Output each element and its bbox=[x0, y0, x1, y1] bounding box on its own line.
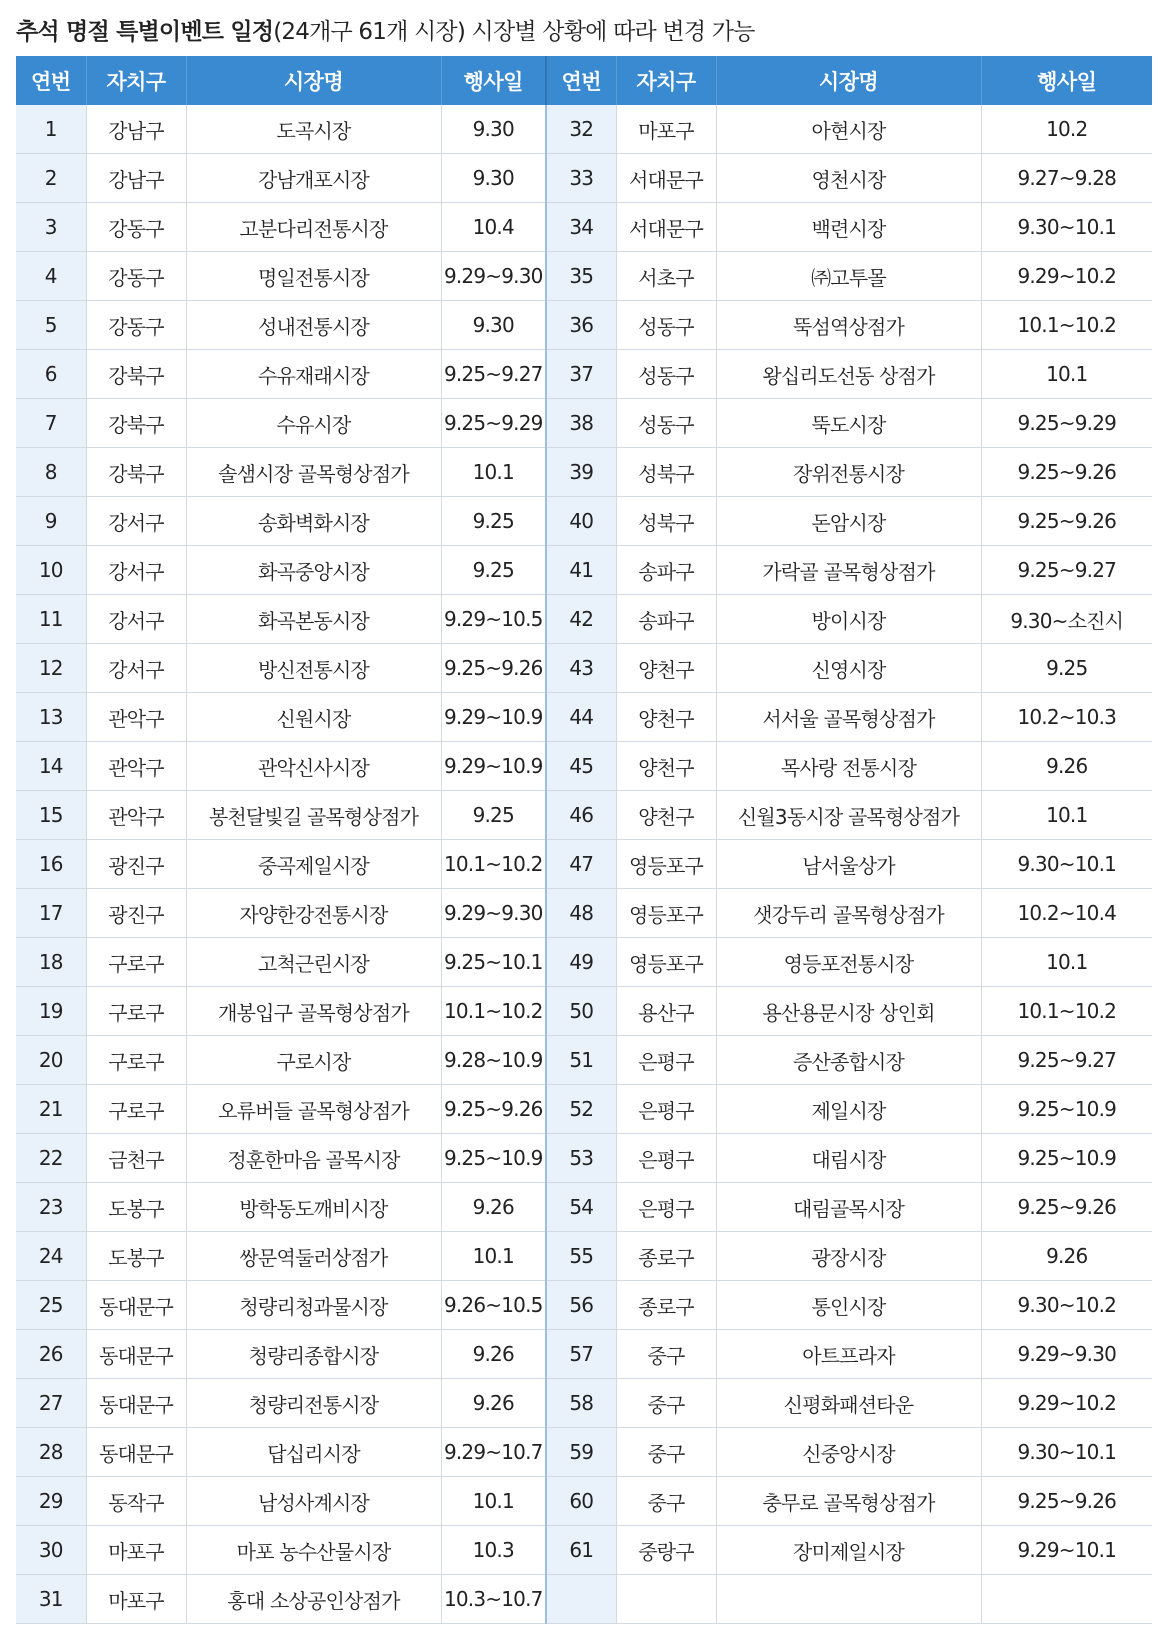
cell-right-market-name: 영등포전통시장 bbox=[716, 938, 981, 987]
table-row bbox=[16, 889, 1152, 938]
cell-right-event-date: 9.25 bbox=[981, 644, 1152, 693]
table-row bbox=[16, 105, 1152, 154]
cell-right-event-date: 10.2 bbox=[981, 105, 1152, 154]
cell-right-market-name: 통인시장 bbox=[716, 1281, 981, 1330]
table-row bbox=[16, 1526, 1152, 1575]
cell-right-no: 37 bbox=[546, 350, 616, 399]
cell-right-district: 성동구 bbox=[616, 350, 716, 399]
cell-left-district: 관악구 bbox=[86, 742, 186, 791]
cell-right-event-date: 9.25~9.29 bbox=[981, 399, 1152, 448]
cell-right-district bbox=[616, 1575, 716, 1624]
table-row bbox=[16, 301, 1152, 350]
cell-right-no: 52 bbox=[546, 1085, 616, 1134]
cell-left-event-date: 10.3 bbox=[441, 1526, 546, 1575]
cell-left-district: 강서구 bbox=[86, 595, 186, 644]
cell-right-district: 양천구 bbox=[616, 791, 716, 840]
cell-right-event-date: 9.25~9.27 bbox=[981, 546, 1152, 595]
cell-left-event-date: 10.1 bbox=[441, 1477, 546, 1526]
cell-left-market-name: 신원시장 bbox=[186, 693, 441, 742]
cell-left-event-date: 10.3~10.7 bbox=[441, 1575, 546, 1624]
cell-right-market-name: 장미제일시장 bbox=[716, 1526, 981, 1575]
cell-left-event-date: 9.26 bbox=[441, 1379, 546, 1428]
cell-right-no: 47 bbox=[546, 840, 616, 889]
cell-right-district: 서대문구 bbox=[616, 154, 716, 203]
cell-right-no: 46 bbox=[546, 791, 616, 840]
title-main: 추석 명절 특별이벤트 일정 bbox=[16, 19, 274, 45]
cell-left-no: 18 bbox=[16, 938, 86, 987]
cell-left-market-name: 오류버들 골목형상점가 bbox=[186, 1085, 441, 1134]
header-left-market-name: 시장명 bbox=[186, 56, 441, 105]
cell-right-event-date: 9.29~10.1 bbox=[981, 1526, 1152, 1575]
cell-right-event-date: 9.30~10.1 bbox=[981, 203, 1152, 252]
cell-left-district: 구로구 bbox=[86, 1085, 186, 1134]
cell-right-district: 영등포구 bbox=[616, 889, 716, 938]
cell-right-no: 59 bbox=[546, 1428, 616, 1477]
cell-right-event-date: 10.2~10.4 bbox=[981, 889, 1152, 938]
cell-left-event-date: 9.25 bbox=[441, 546, 546, 595]
cell-left-no: 17 bbox=[16, 889, 86, 938]
cell-left-no: 16 bbox=[16, 840, 86, 889]
cell-left-event-date: 9.30 bbox=[441, 105, 546, 154]
cell-left-market-name: 수유재래시장 bbox=[186, 350, 441, 399]
cell-right-market-name: 광장시장 bbox=[716, 1232, 981, 1281]
cell-left-market-name: 홍대 소상공인상점가 bbox=[186, 1575, 441, 1624]
cell-left-district: 강서구 bbox=[86, 497, 186, 546]
cell-right-district: 은평구 bbox=[616, 1183, 716, 1232]
cell-right-event-date: 9.25~10.9 bbox=[981, 1085, 1152, 1134]
cell-right-no: 51 bbox=[546, 1036, 616, 1085]
cell-left-market-name: 도곡시장 bbox=[186, 105, 441, 154]
cell-right-event-date: 10.1 bbox=[981, 791, 1152, 840]
header-right-event-date: 행사일 bbox=[981, 56, 1152, 105]
cell-left-market-name: 쌍문역둘러상점가 bbox=[186, 1232, 441, 1281]
cell-right-event-date: 9.25~9.27 bbox=[981, 1036, 1152, 1085]
cell-right-event-date: 10.1~10.2 bbox=[981, 987, 1152, 1036]
cell-left-no: 12 bbox=[16, 644, 86, 693]
cell-left-district: 동대문구 bbox=[86, 1379, 186, 1428]
cell-left-market-name: 중곡제일시장 bbox=[186, 840, 441, 889]
cell-right-market-name: 증산종합시장 bbox=[716, 1036, 981, 1085]
cell-left-district: 강남구 bbox=[86, 105, 186, 154]
cell-left-district: 광진구 bbox=[86, 889, 186, 938]
cell-left-district: 동작구 bbox=[86, 1477, 186, 1526]
cell-left-market-name: 구로시장 bbox=[186, 1036, 441, 1085]
cell-right-market-name: 장위전통시장 bbox=[716, 448, 981, 497]
table-row bbox=[16, 1281, 1152, 1330]
cell-left-district: 구로구 bbox=[86, 987, 186, 1036]
table-body bbox=[16, 105, 1152, 1624]
cell-left-district: 동대문구 bbox=[86, 1281, 186, 1330]
cell-left-market-name: 청량리종합시장 bbox=[186, 1330, 441, 1379]
table-row bbox=[16, 448, 1152, 497]
cell-right-market-name: 목사랑 전통시장 bbox=[716, 742, 981, 791]
cell-right-district: 마포구 bbox=[616, 105, 716, 154]
cell-right-event-date: 9.26 bbox=[981, 1232, 1152, 1281]
header-left-district: 자치구 bbox=[86, 56, 186, 105]
cell-left-district: 마포구 bbox=[86, 1526, 186, 1575]
header-right-district: 자치구 bbox=[616, 56, 716, 105]
page-title bbox=[16, 12, 755, 52]
cell-right-district: 송파구 bbox=[616, 595, 716, 644]
table-row bbox=[16, 1477, 1152, 1526]
cell-right-no: 41 bbox=[546, 546, 616, 595]
cell-right-district: 영등포구 bbox=[616, 938, 716, 987]
cell-left-no: 2 bbox=[16, 154, 86, 203]
cell-left-market-name: 답십리시장 bbox=[186, 1428, 441, 1477]
cell-right-market-name: 아현시장 bbox=[716, 105, 981, 154]
cell-left-market-name: 고분다리전통시장 bbox=[186, 203, 441, 252]
cell-right-district: 양천구 bbox=[616, 742, 716, 791]
cell-right-market-name: 아트프라자 bbox=[716, 1330, 981, 1379]
cell-right-market-name: 가락골 골목형상점가 bbox=[716, 546, 981, 595]
table-row bbox=[16, 1428, 1152, 1477]
table-row bbox=[16, 203, 1152, 252]
cell-left-no: 23 bbox=[16, 1183, 86, 1232]
cell-left-event-date: 9.29~10.9 bbox=[441, 742, 546, 791]
cell-left-market-name: 남성사계시장 bbox=[186, 1477, 441, 1526]
cell-right-event-date: 9.27~9.28 bbox=[981, 154, 1152, 203]
cell-right-market-name: ㈜고투몰 bbox=[716, 252, 981, 301]
cell-left-event-date: 9.25~9.27 bbox=[441, 350, 546, 399]
cell-right-event-date: 9.25~9.26 bbox=[981, 448, 1152, 497]
cell-left-market-name: 고척근린시장 bbox=[186, 938, 441, 987]
cell-left-no: 26 bbox=[16, 1330, 86, 1379]
cell-left-event-date: 9.28~10.9 bbox=[441, 1036, 546, 1085]
cell-right-no: 45 bbox=[546, 742, 616, 791]
cell-left-event-date: 9.25~10.9 bbox=[441, 1134, 546, 1183]
cell-right-market-name: 남서울상가 bbox=[716, 840, 981, 889]
cell-right-market-name: 대림시장 bbox=[716, 1134, 981, 1183]
cell-left-market-name: 화곡중앙시장 bbox=[186, 546, 441, 595]
cell-right-district: 은평구 bbox=[616, 1085, 716, 1134]
cell-left-market-name: 방신전통시장 bbox=[186, 644, 441, 693]
cell-left-event-date: 9.30 bbox=[441, 154, 546, 203]
cell-left-event-date: 9.29~9.30 bbox=[441, 252, 546, 301]
cell-right-no: 61 bbox=[546, 1526, 616, 1575]
cell-left-event-date: 9.30 bbox=[441, 301, 546, 350]
cell-right-no: 53 bbox=[546, 1134, 616, 1183]
cell-left-district: 동대문구 bbox=[86, 1428, 186, 1477]
cell-left-district: 동대문구 bbox=[86, 1330, 186, 1379]
table-row bbox=[16, 1575, 1152, 1624]
cell-right-market-name: 신중앙시장 bbox=[716, 1428, 981, 1477]
cell-right-no: 50 bbox=[546, 987, 616, 1036]
cell-right-district: 은평구 bbox=[616, 1134, 716, 1183]
cell-right-event-date: 9.30~10.1 bbox=[981, 1428, 1152, 1477]
cell-left-no: 19 bbox=[16, 987, 86, 1036]
cell-left-event-date: 9.26 bbox=[441, 1330, 546, 1379]
cell-right-event-date: 9.25~9.26 bbox=[981, 1183, 1152, 1232]
cell-right-no: 43 bbox=[546, 644, 616, 693]
table-row bbox=[16, 693, 1152, 742]
cell-left-no: 21 bbox=[16, 1085, 86, 1134]
table-row bbox=[16, 987, 1152, 1036]
cell-right-no: 35 bbox=[546, 252, 616, 301]
cell-left-district: 관악구 bbox=[86, 791, 186, 840]
cell-left-market-name: 마포 농수산물시장 bbox=[186, 1526, 441, 1575]
cell-left-event-date: 9.25 bbox=[441, 497, 546, 546]
cell-right-district: 종로구 bbox=[616, 1232, 716, 1281]
cell-left-no: 25 bbox=[16, 1281, 86, 1330]
cell-left-event-date: 9.25 bbox=[441, 791, 546, 840]
cell-right-market-name: 뚝섬역상점가 bbox=[716, 301, 981, 350]
cell-right-no bbox=[546, 1575, 616, 1624]
cell-left-market-name: 봉천달빛길 골목형상점가 bbox=[186, 791, 441, 840]
cell-right-no: 56 bbox=[546, 1281, 616, 1330]
cell-right-district: 중구 bbox=[616, 1330, 716, 1379]
cell-right-no: 48 bbox=[546, 889, 616, 938]
cell-left-district: 강서구 bbox=[86, 546, 186, 595]
cell-right-event-date: 9.29~9.30 bbox=[981, 1330, 1152, 1379]
cell-right-no: 57 bbox=[546, 1330, 616, 1379]
cell-right-event-date: 10.1 bbox=[981, 350, 1152, 399]
table-row bbox=[16, 1134, 1152, 1183]
cell-left-district: 광진구 bbox=[86, 840, 186, 889]
cell-right-district: 중랑구 bbox=[616, 1526, 716, 1575]
cell-left-no: 20 bbox=[16, 1036, 86, 1085]
table-row bbox=[16, 350, 1152, 399]
cell-left-market-name: 자양한강전통시장 bbox=[186, 889, 441, 938]
cell-right-no: 33 bbox=[546, 154, 616, 203]
cell-left-district: 강북구 bbox=[86, 448, 186, 497]
cell-left-no: 1 bbox=[16, 105, 86, 154]
table-row bbox=[16, 497, 1152, 546]
cell-left-no: 9 bbox=[16, 497, 86, 546]
cell-right-event-date: 9.30~10.1 bbox=[981, 840, 1152, 889]
cell-right-market-name: 돈암시장 bbox=[716, 497, 981, 546]
cell-left-event-date: 9.29~10.9 bbox=[441, 693, 546, 742]
cell-right-event-date: 10.2~10.3 bbox=[981, 693, 1152, 742]
cell-left-event-date: 10.4 bbox=[441, 203, 546, 252]
table-row bbox=[16, 742, 1152, 791]
cell-right-market-name: 대림골목시장 bbox=[716, 1183, 981, 1232]
table-row bbox=[16, 1379, 1152, 1428]
cell-left-event-date: 10.1 bbox=[441, 1232, 546, 1281]
table-row bbox=[16, 1183, 1152, 1232]
cell-right-event-date: 9.25~9.26 bbox=[981, 497, 1152, 546]
table-row bbox=[16, 840, 1152, 889]
cell-right-no: 32 bbox=[546, 105, 616, 154]
cell-left-event-date: 9.29~9.30 bbox=[441, 889, 546, 938]
cell-left-event-date: 9.29~10.7 bbox=[441, 1428, 546, 1477]
cell-right-event-date bbox=[981, 1575, 1152, 1624]
cell-right-district: 서초구 bbox=[616, 252, 716, 301]
table-row bbox=[16, 154, 1152, 203]
cell-right-no: 60 bbox=[546, 1477, 616, 1526]
cell-right-event-date: 9.30~소진시 bbox=[981, 595, 1152, 644]
cell-right-district: 영등포구 bbox=[616, 840, 716, 889]
cell-left-event-date: 9.25~9.26 bbox=[441, 1085, 546, 1134]
cell-right-market-name: 제일시장 bbox=[716, 1085, 981, 1134]
table-row bbox=[16, 1085, 1152, 1134]
cell-right-no: 39 bbox=[546, 448, 616, 497]
cell-right-no: 58 bbox=[546, 1379, 616, 1428]
cell-left-no: 27 bbox=[16, 1379, 86, 1428]
cell-left-market-name: 솔샘시장 골목형상점가 bbox=[186, 448, 441, 497]
table-row bbox=[16, 1036, 1152, 1085]
cell-right-no: 55 bbox=[546, 1232, 616, 1281]
cell-left-market-name: 성내전통시장 bbox=[186, 301, 441, 350]
cell-left-district: 강북구 bbox=[86, 350, 186, 399]
table-row bbox=[16, 595, 1152, 644]
cell-left-district: 강동구 bbox=[86, 252, 186, 301]
header-left-no: 연번 bbox=[16, 56, 86, 105]
cell-right-district: 중구 bbox=[616, 1477, 716, 1526]
cell-left-no: 30 bbox=[16, 1526, 86, 1575]
cell-right-market-name: 백련시장 bbox=[716, 203, 981, 252]
cell-left-event-date: 10.1~10.2 bbox=[441, 987, 546, 1036]
cell-left-no: 14 bbox=[16, 742, 86, 791]
table-row bbox=[16, 1330, 1152, 1379]
cell-left-district: 강남구 bbox=[86, 154, 186, 203]
cell-left-district: 구로구 bbox=[86, 1036, 186, 1085]
cell-right-district: 중구 bbox=[616, 1428, 716, 1477]
cell-right-event-date: 10.1 bbox=[981, 938, 1152, 987]
cell-right-market-name: 방이시장 bbox=[716, 595, 981, 644]
cell-right-market-name: 용산용문시장 상인회 bbox=[716, 987, 981, 1036]
cell-left-market-name: 청량리전통시장 bbox=[186, 1379, 441, 1428]
cell-left-market-name: 화곡본동시장 bbox=[186, 595, 441, 644]
cell-left-no: 22 bbox=[16, 1134, 86, 1183]
cell-left-event-date: 10.1~10.2 bbox=[441, 840, 546, 889]
cell-right-no: 49 bbox=[546, 938, 616, 987]
cell-left-market-name: 정훈한마음 골목시장 bbox=[186, 1134, 441, 1183]
cell-right-district: 성북구 bbox=[616, 497, 716, 546]
cell-right-market-name: 왕십리도선동 상점가 bbox=[716, 350, 981, 399]
cell-left-district: 도봉구 bbox=[86, 1183, 186, 1232]
cell-left-no: 15 bbox=[16, 791, 86, 840]
cell-right-market-name: 신월3동시장 골목형상점가 bbox=[716, 791, 981, 840]
cell-right-event-date: 9.25~10.9 bbox=[981, 1134, 1152, 1183]
cell-right-district: 은평구 bbox=[616, 1036, 716, 1085]
cell-right-market-name: 충무로 골목형상점가 bbox=[716, 1477, 981, 1526]
cell-left-no: 5 bbox=[16, 301, 86, 350]
cell-right-district: 종로구 bbox=[616, 1281, 716, 1330]
cell-right-district: 양천구 bbox=[616, 693, 716, 742]
cell-right-market-name: 영천시장 bbox=[716, 154, 981, 203]
cell-left-event-date: 9.25~10.1 bbox=[441, 938, 546, 987]
cell-left-event-date: 9.26 bbox=[441, 1183, 546, 1232]
cell-left-district: 금천구 bbox=[86, 1134, 186, 1183]
cell-right-no: 54 bbox=[546, 1183, 616, 1232]
cell-right-no: 36 bbox=[546, 301, 616, 350]
cell-left-district: 도봉구 bbox=[86, 1232, 186, 1281]
cell-left-no: 28 bbox=[16, 1428, 86, 1477]
cell-left-no: 3 bbox=[16, 203, 86, 252]
cell-right-event-date: 9.29~10.2 bbox=[981, 1379, 1152, 1428]
cell-right-no: 34 bbox=[546, 203, 616, 252]
cell-right-district: 송파구 bbox=[616, 546, 716, 595]
table-row bbox=[16, 1232, 1152, 1281]
cell-left-market-name: 관악신사시장 bbox=[186, 742, 441, 791]
cell-right-event-date: 10.1~10.2 bbox=[981, 301, 1152, 350]
title-subtitle: (24개구 61개 시장) 시장별 상황에 따라 변경 가능 bbox=[273, 19, 755, 45]
cell-right-no: 42 bbox=[546, 595, 616, 644]
cell-left-no: 29 bbox=[16, 1477, 86, 1526]
cell-left-event-date: 9.25~9.26 bbox=[441, 644, 546, 693]
cell-left-district: 관악구 bbox=[86, 693, 186, 742]
cell-right-market-name: 서서울 골목형상점가 bbox=[716, 693, 981, 742]
cell-left-market-name: 수유시장 bbox=[186, 399, 441, 448]
cell-left-market-name: 송화벽화시장 bbox=[186, 497, 441, 546]
cell-right-event-date: 9.29~10.2 bbox=[981, 252, 1152, 301]
table-row bbox=[16, 546, 1152, 595]
cell-right-district: 성동구 bbox=[616, 301, 716, 350]
cell-right-event-date: 9.26 bbox=[981, 742, 1152, 791]
cell-left-event-date: 9.25~9.29 bbox=[441, 399, 546, 448]
cell-left-no: 13 bbox=[16, 693, 86, 742]
cell-left-event-date: 9.26~10.5 bbox=[441, 1281, 546, 1330]
cell-left-no: 24 bbox=[16, 1232, 86, 1281]
cell-right-district: 성북구 bbox=[616, 448, 716, 497]
cell-left-no: 11 bbox=[16, 595, 86, 644]
cell-left-event-date: 10.1 bbox=[441, 448, 546, 497]
header-right-market-name: 시장명 bbox=[716, 56, 981, 105]
cell-left-market-name: 명일전통시장 bbox=[186, 252, 441, 301]
cell-left-district: 강동구 bbox=[86, 203, 186, 252]
cell-right-district: 중구 bbox=[616, 1379, 716, 1428]
cell-left-no: 31 bbox=[16, 1575, 86, 1624]
cell-right-event-date: 9.30~10.2 bbox=[981, 1281, 1152, 1330]
cell-left-district: 강서구 bbox=[86, 644, 186, 693]
market-schedule-table bbox=[16, 56, 1152, 1624]
table-row bbox=[16, 791, 1152, 840]
table-row bbox=[16, 399, 1152, 448]
table-header-row bbox=[16, 56, 1152, 105]
cell-right-no: 38 bbox=[546, 399, 616, 448]
cell-left-no: 6 bbox=[16, 350, 86, 399]
cell-left-no: 4 bbox=[16, 252, 86, 301]
header-left-event-date: 행사일 bbox=[441, 56, 546, 105]
cell-right-market-name: 신영시장 bbox=[716, 644, 981, 693]
cell-right-no: 40 bbox=[546, 497, 616, 546]
cell-right-no: 44 bbox=[546, 693, 616, 742]
cell-right-district: 성동구 bbox=[616, 399, 716, 448]
cell-right-district: 양천구 bbox=[616, 644, 716, 693]
table-row bbox=[16, 644, 1152, 693]
table-row bbox=[16, 938, 1152, 987]
cell-left-district: 강북구 bbox=[86, 399, 186, 448]
cell-right-event-date: 9.25~9.26 bbox=[981, 1477, 1152, 1526]
cell-left-district: 마포구 bbox=[86, 1575, 186, 1624]
cell-left-district: 구로구 bbox=[86, 938, 186, 987]
cell-left-no: 7 bbox=[16, 399, 86, 448]
cell-left-event-date: 9.29~10.5 bbox=[441, 595, 546, 644]
cell-right-market-name: 신평화패션타운 bbox=[716, 1379, 981, 1428]
header-right-no: 연번 bbox=[546, 56, 616, 105]
cell-right-market-name: 뚝도시장 bbox=[716, 399, 981, 448]
cell-left-no: 8 bbox=[16, 448, 86, 497]
cell-right-market-name bbox=[716, 1575, 981, 1624]
cell-left-market-name: 강남개포시장 bbox=[186, 154, 441, 203]
table-row bbox=[16, 252, 1152, 301]
cell-right-district: 용산구 bbox=[616, 987, 716, 1036]
cell-left-district: 강동구 bbox=[86, 301, 186, 350]
cell-left-market-name: 방학동도깨비시장 bbox=[186, 1183, 441, 1232]
cell-left-market-name: 청량리청과물시장 bbox=[186, 1281, 441, 1330]
cell-left-no: 10 bbox=[16, 546, 86, 595]
cell-right-district: 서대문구 bbox=[616, 203, 716, 252]
cell-left-market-name: 개봉입구 골목형상점가 bbox=[186, 987, 441, 1036]
cell-right-market-name: 샛강두리 골목형상점가 bbox=[716, 889, 981, 938]
